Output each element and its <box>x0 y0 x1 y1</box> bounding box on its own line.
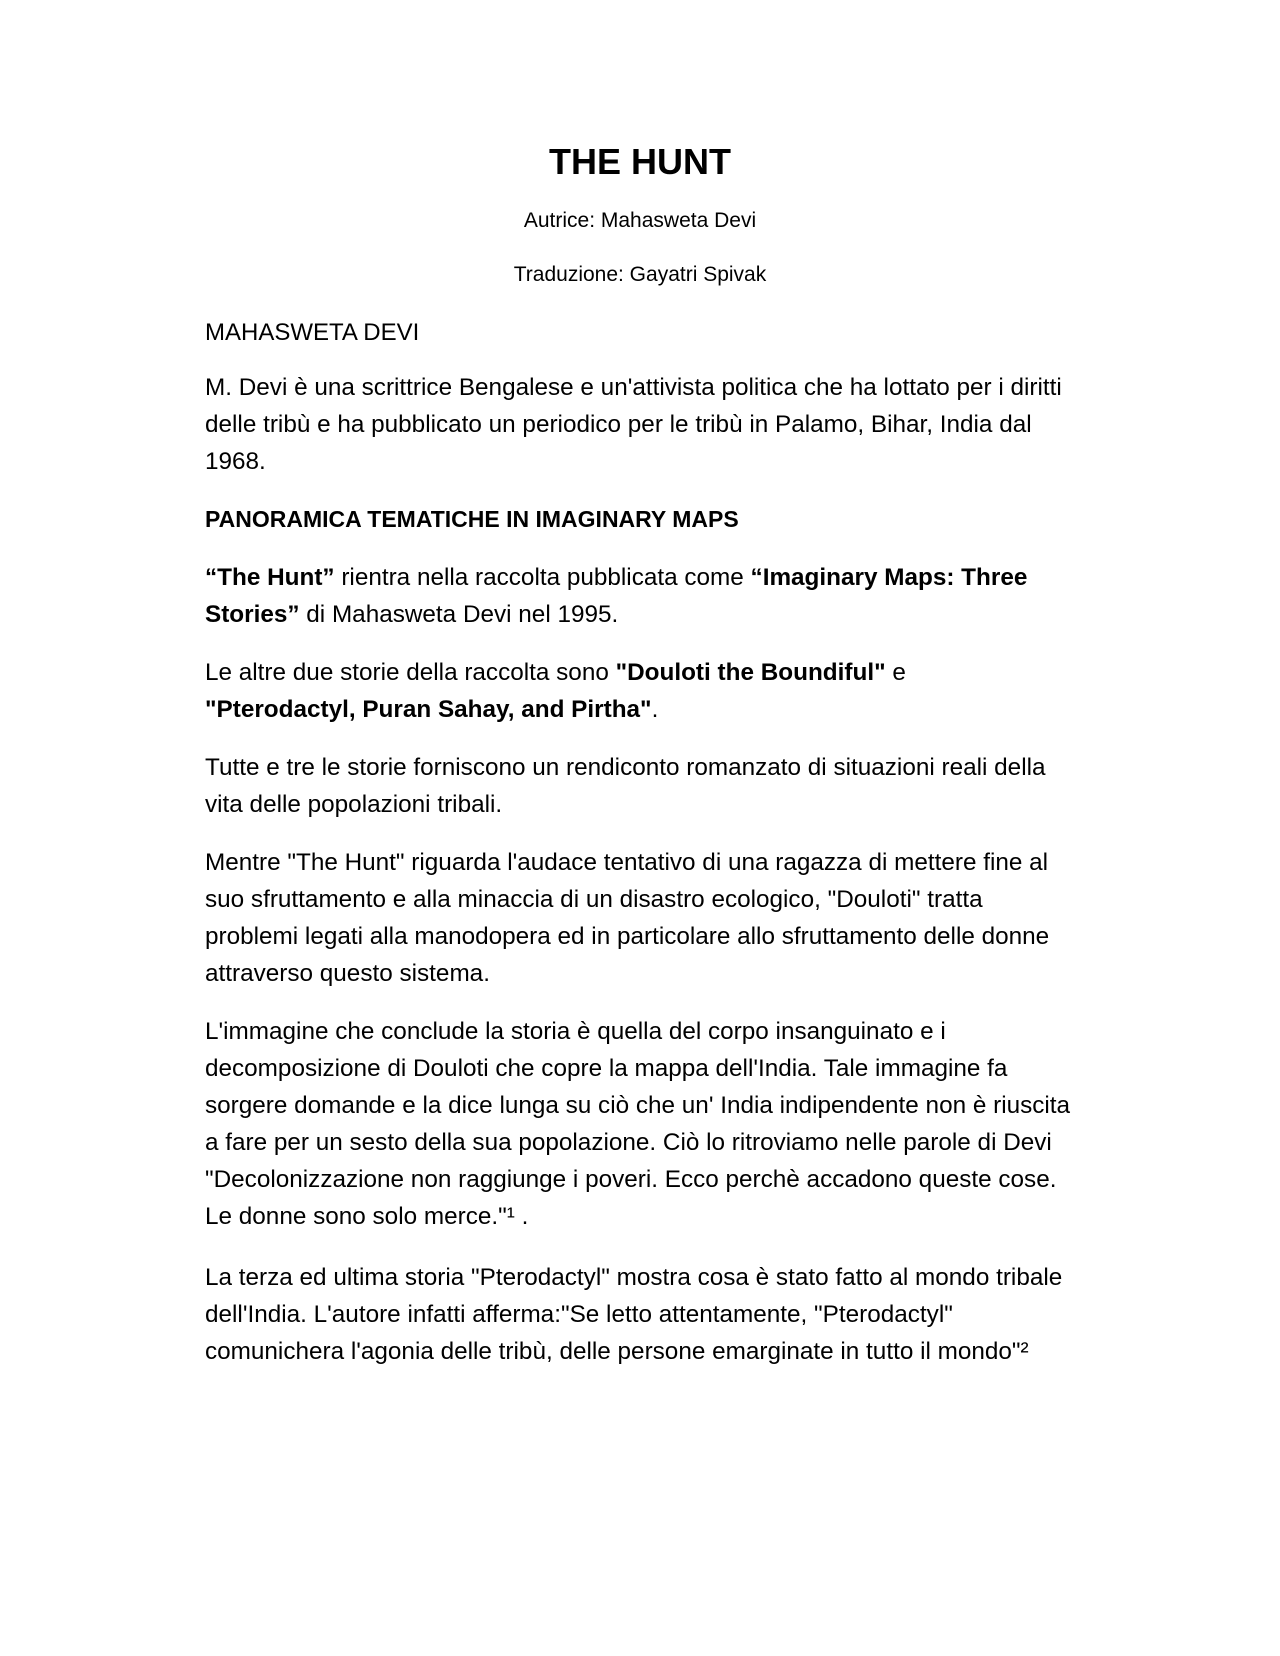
stories-summary-paragraph: Tutte e tre le storie forniscono un rendiconto romanzato di situazioni reali della vita delle popolazioni tribali. <box>205 754 1046 818</box>
pterodactyl-paragraph: La terza ed ultima storia "Pterodactyl" mostra cosa è stato fatto al mondo tribale dell'India. L'autore infatti afferma:"Se letto attentamente, "Pterodactyl" comunichera l'agonia delle tribù, delle persone emarginate in tutto il mondo"² <box>205 1264 1063 1365</box>
paragraph-text: e <box>885 659 906 686</box>
paragraph-text: di Mahasweta Devi nel 1995. <box>299 601 619 628</box>
douloti-image-paragraph: L'immagine che conclude la storia è quella del corpo insanguinato e i decomposizione di Douloti che copre la mappa dell'India. Tale immagine fa sorgere domande e la dice lunga su ciò che un' India indipendente non è riuscita a fare per un sesto della sua popolazione. Ciò lo ritroviamo nelle parole di Devi "Decolonizzazione non raggiunge i poveri. Ecco perchè accadono queste cose. Le donne sono solo merce."¹ . <box>205 1018 1071 1230</box>
story-title-bold: "Pterodactyl, Puran Sahay, and Pirtha" <box>205 696 652 723</box>
collection-paragraph <box>205 559 1075 633</box>
translator-line: Traduzione: Gayatri Spivak <box>513 263 767 286</box>
story-title-bold: “The Hunt” <box>205 564 335 591</box>
document-title: THE HUNT <box>549 141 731 182</box>
paragraph-text: . <box>651 696 659 723</box>
hunt-douloti-paragraph: Mentre "The Hunt" riguarda l'audace tentativo di una ragazza di mettere fine al suo sfruttamento e alla minaccia di un disastro ecologico, "Douloti" tratta problemi legati alla manodopera ed in particolare allo sfruttamento delle donne attraverso questo sistema. <box>205 849 1050 987</box>
document-body <box>205 140 1075 1391</box>
story-title-bold: "Douloti the Boundiful" <box>615 659 886 686</box>
author-bio-paragraph: M. Devi è una scrittrice Bengalese e un'attivista politica che ha lottato per i diritti delle tribù e ha pubblicato un periodico per le tribù in Palamo, Bihar, India dal 1968. <box>205 374 1062 475</box>
author-line: Autrice: Mahasweta Devi <box>523 209 757 232</box>
collection-title-bold: “Imaginary Maps: Three Stories” <box>205 564 1028 628</box>
paragraph-text: Le altre due storie della raccolta sono <box>205 659 616 686</box>
author-heading: MAHASWETA DEVI <box>205 319 420 346</box>
other-stories-paragraph <box>205 654 1075 728</box>
paragraph-text: rientra nella raccolta pubblicata come <box>334 564 751 591</box>
section-heading: PANORAMICA TEMATICHE IN IMAGINARY MAPS <box>205 506 739 532</box>
